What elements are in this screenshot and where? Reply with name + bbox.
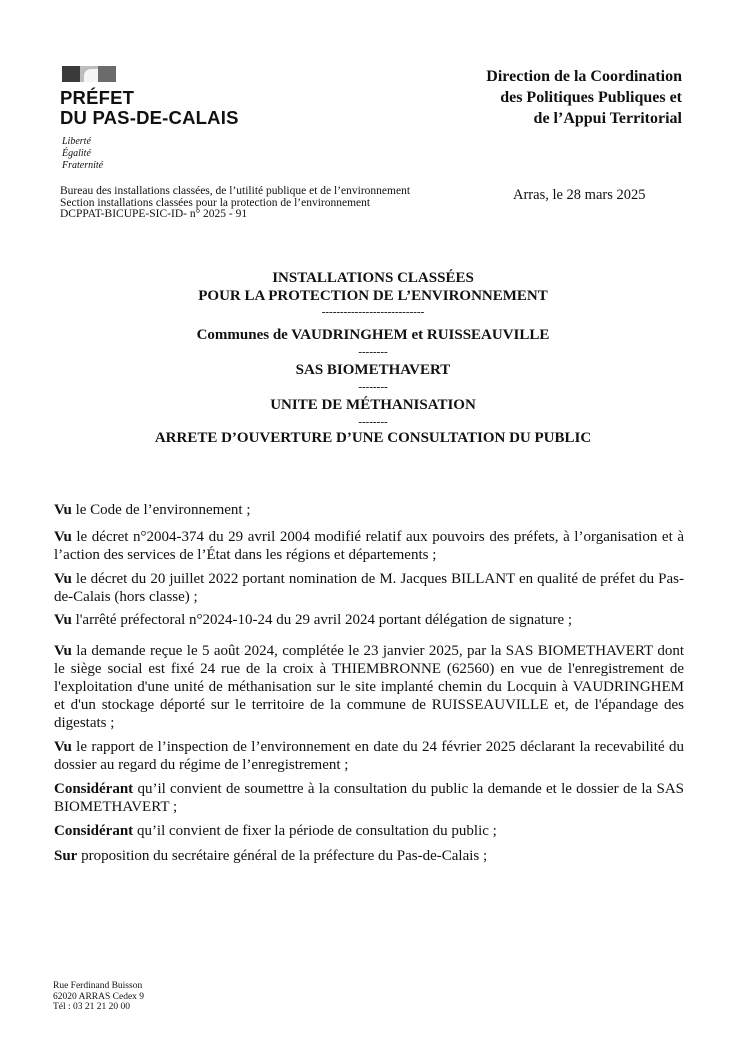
title-line2: POUR LA PROTECTION DE L’ENVIRONNEMENT — [198, 288, 548, 304]
date: Arras, le 28 mars 2025 — [513, 187, 646, 203]
separator-3: -------- — [358, 416, 388, 428]
paragraph-considerant-periode: Considérant qu’il convient de fixer la période de consultation du public ; — [54, 823, 497, 839]
paragraph-considerant-soumettre: Considérant qu’il convient de soumettre à la consultation du public la demande et le dossier de la SAS BIOMETHAVERT ; — [54, 781, 684, 815]
bureau-line2: Section installations classées pour la protection de l’environnement — [60, 196, 371, 209]
marianne-logo — [62, 66, 116, 82]
separator-long: ---------------------------- — [321, 306, 425, 318]
devise-egalite: Égalité — [62, 148, 91, 159]
paragraph-vu-rapport: Vu le rapport de l’inspection de l’environnement en date du 24 février 2025 déclarant la recevabilité du dossier au regard du régime de l’enregistrement ; — [54, 739, 684, 773]
footer-phone: Tél : 03 21 21 20 00 — [53, 1002, 131, 1012]
company-title: SAS BIOMETHAVERT — [295, 362, 451, 378]
prefet-title — [60, 88, 239, 128]
direction-line1: Direction de la Coordination — [486, 68, 682, 85]
footer-street: Rue Ferdinand Buisson — [53, 981, 143, 991]
separator-2: -------- — [358, 381, 388, 393]
paragraph-vu-decret-2022: Vu le décret du 20 juillet 2022 portant nomination de M. Jacques BILLANT en qualité de préfet du Pas-de-Calais (hors classe) ; — [54, 571, 684, 605]
devise-fraternite: Fraternité — [62, 160, 104, 171]
paragraph-vu-decret-2004: Vu le décret n°2004-374 du 29 avril 2004 modifié relatif aux pouvoirs des préfets, à l’organisation et à l’action des services de l’État dans les régions et départements ; — [54, 529, 684, 563]
communes-title: Communes de VAUDRINGHEM et RUISSEAUVILLE — [196, 327, 550, 343]
reference-number: DCPPAT-BICUPE-SIC-ID- n° 2025 - 91 — [60, 208, 248, 220]
direction-line3: de l’Appui Territorial — [533, 110, 682, 127]
footer-city: 62020 ARRAS Cedex 9 — [53, 991, 145, 1002]
footer-address — [53, 981, 144, 1013]
unit-title: UNITE DE MÉTHANISATION — [270, 397, 476, 413]
devise — [62, 136, 103, 172]
bureau-block — [60, 186, 410, 221]
prefet-line1: PRÉFET — [60, 87, 135, 108]
paragraph-vu-demande: Vu la demande reçue le 5 août 2024, complétée le 23 janvier 2025, par la SAS BIOMETHAVERT dont le siège social est fixé 24 rue de la croix à THIEMBRONNE (62560) en vue de l'enregistrement de l'exploitation d'une unité de méthanisation sur le site implanté chemin du Locquin à VAUDRINGHEM et d'un stockage déporté sur le territoire de la commune de RUISSEAUVILLE et, de l'épandage des digestats ; — [54, 643, 684, 731]
prefet-line2: DU PAS-DE-CALAIS — [60, 107, 239, 128]
paragraph-vu-arrete-delegation: Vu l'arrêté préfectoral n°2024-10-24 du 29 avril 2024 portant délégation de signature ; — [54, 612, 573, 628]
bureau-line1: Bureau des installations classées, de l’utilité publique et de l’environnement — [60, 185, 411, 197]
paragraph-vu-code: Vu le Code de l’environnement ; — [54, 502, 251, 518]
title-line1: INSTALLATIONS CLASSÉES — [272, 270, 474, 286]
devise-liberte: Liberté — [62, 136, 91, 147]
direction-block — [382, 66, 682, 129]
separator-1: -------- — [358, 346, 388, 358]
direction-line2: des Politiques Publiques et — [500, 89, 682, 106]
paragraph-sur-proposition: Sur proposition du secrétaire général de la préfecture du Pas-de-Calais ; — [54, 848, 488, 864]
arrete-title: ARRETE D’OUVERTURE D’UNE CONSULTATION DU PUBLIC — [154, 430, 592, 446]
